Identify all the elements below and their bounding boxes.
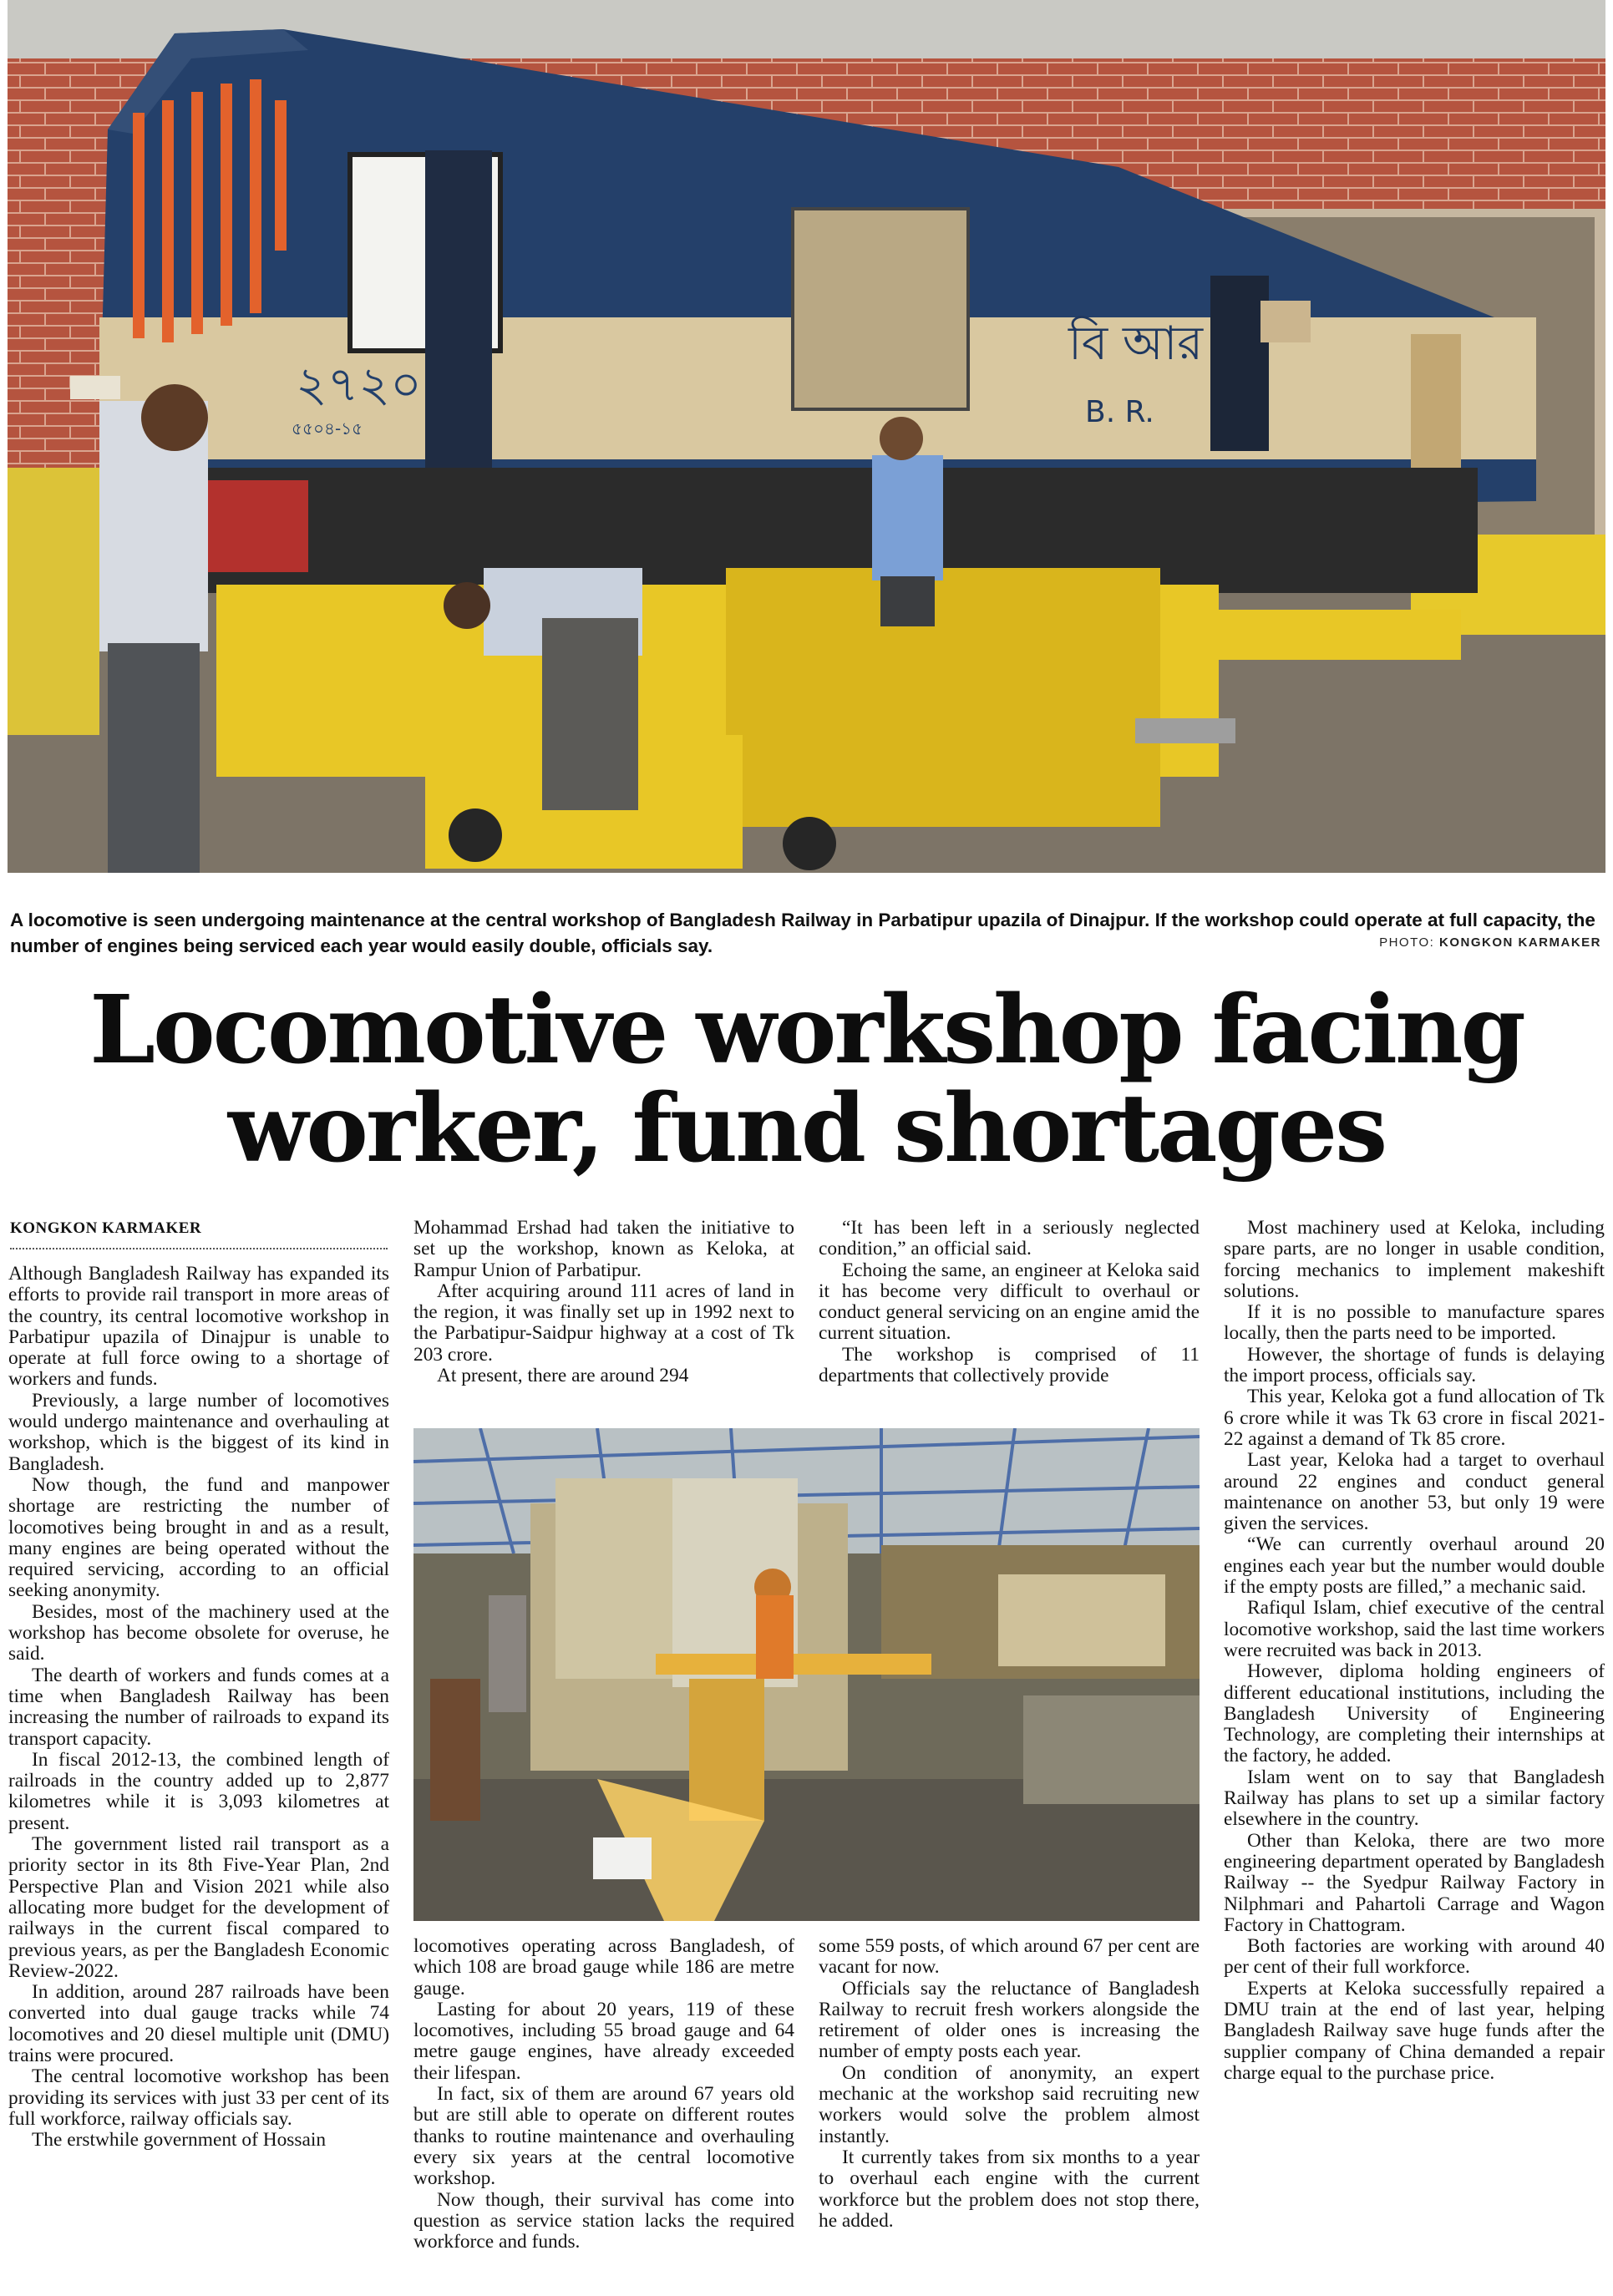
article-column-2-top <box>413 1218 794 1386</box>
workshop-interior-photo <box>413 1428 1200 1921</box>
paragraph: Most machinery used at Keloka, including spare parts, are no longer in usable condition, forcing mechanics to implement makeshift solutions. <box>1224 1217 1605 1302</box>
paragraph: “It has been left in a seriously neglected condition,” an official said. <box>819 1217 1200 1260</box>
paragraph: Experts at Keloka successfully repaired a DMU train at the end of last year, helping Bangladesh Railway save huge funds after the supplier company of China demanded a repair charge equal to the purchase price. <box>1224 1977 1605 2084</box>
paragraph: It currently takes from six months to a year to overhaul each engine with the current workforce but the problem does not stop there, he added. <box>819 2146 1200 2232</box>
byline: KONGKON KARMAKER <box>10 1219 388 1249</box>
paragraph: On condition of anonymity, an expert mechanic at the workshop said recruiting new workers would solve the problem almost instantly. <box>819 2061 1200 2147</box>
paragraph: However, the shortage of funds is delaying the import process, officials say. <box>1224 1343 1605 1387</box>
article-column-4 <box>1224 1218 1605 2084</box>
headline-line-2: worker, fund shortages <box>227 1074 1386 1183</box>
paragraph: Islam went on to say that Bangladesh Railway has plans to set up a similar factory elsewhere in the country. <box>1224 1766 1605 1831</box>
paragraph: Rafiqul Islam, chief executive of the central locomotive workshop, said the last time workers were recruited was back in 2013. <box>1224 1597 1605 1661</box>
paragraph: In addition, around 287 railroads have been converted into dual gauge tracks while 74 locomotives and 20 diesel multiple unit (DMU) trains were procured. <box>8 1981 389 2066</box>
br-logo-bengali: বি আর <box>1068 317 1204 371</box>
paragraph: “We can currently overhaul around 20 engines each year but the number would double if the empty posts are filled,” a mechanic said. <box>1224 1533 1605 1599</box>
paragraph: some 559 posts, of which around 67 per cent are vacant for now. <box>819 1935 1200 1979</box>
paragraph: The central locomotive workshop has been providing its services with just 33 per cent of its full workforce, railway officials say. <box>8 2065 389 2130</box>
paragraph: Both factories are working with around 40 per cent of their full workforce. <box>1224 1935 1605 1979</box>
paragraph: In fact, six of them are around 67 years old but are still able to operate on different routes thanks to routine maintenance and overhauling every six years at the central locomotive workshop. <box>413 2083 794 2190</box>
paragraph: The government listed rail transport as a priority sector in its 8th Five-Year Plan, 2nd Perspective Plan and Vision 2021 while also allocating more budget for the development of railways in the current fiscal compared to previous years, as per the Bangladesh Economic Review-2022. <box>8 1833 389 1982</box>
article-column-3-top <box>819 1218 1200 1386</box>
loco-code: ৫৫০৪-১৫ <box>292 418 363 438</box>
article-column-3-bottom <box>819 1936 1200 2232</box>
top-photo <box>8 0 1605 873</box>
paragraph: The dearth of workers and funds comes at a time when Bangladesh Railway has been increasing the number of railroads to expand its transport capacity. <box>8 1664 389 1750</box>
paragraph: The workshop is comprised of 11 departments that collectively provide <box>819 1343 1200 1387</box>
paragraph: locomotives operating across Bangladesh, of which 108 are broad gauge while 186 are metre gauge. <box>413 1935 794 1999</box>
paragraph: Lasting for about 20 years, 119 of these locomotives, including 55 broad gauge and 64 metre gauge engines, have already exceeded their lifespan. <box>413 1998 794 2084</box>
paragraph: In fiscal 2012-13, the combined length of railroads in the country added up to 2,877 kilometres while it is 3,093 kilometres at present. <box>8 1748 389 1834</box>
paragraph: Mohammad Ershad had taken the initiative to set up the workshop, known as Keloka, at Rampur Union of Parbatipur. <box>413 1217 794 1281</box>
paragraph: If it is no possible to manufacture spares locally, then the parts need to be imported. <box>1224 1301 1605 1345</box>
paragraph: After acquiring around 111 acres of land in the region, it was finally set up in 1992 next to the Parbatipur-Saidpur highway at a cost of Tk 203 crore. <box>413 1280 794 1366</box>
article-column-1 <box>8 1264 389 2151</box>
paragraph: Previously, a large number of locomotives would undergo maintenance and overhauling at workshop, which is the biggest of its kind in Bangladesh. <box>8 1389 389 1475</box>
paragraph: This year, Keloka got a fund allocation of Tk 6 crore while it was Tk 63 crore in fiscal 2021-22 against a demand of Tk 85 crore. <box>1224 1386 1605 1450</box>
paragraph: Although Bangladesh Railway has expanded its efforts to provide rail transport in more areas of the country, its central locomotive workshop in Parbatipur upazila of Dinajpur is unable to operate at full force owing to a shortage of workers and funds. <box>8 1263 389 1391</box>
photo-credit <box>1379 935 1601 950</box>
paragraph: At present, there are around 294 <box>437 1365 689 1387</box>
paragraph: Now though, their survival has come into question as service station lacks the required workforce and funds. <box>413 2188 794 2253</box>
workshop-photo <box>413 1428 1200 1921</box>
paragraph: Other than Keloka, there are two more engineering department operated by Bangladesh Railway -- the Syedpur Railway Factory in Nilphmari and Pahartoli Carrage and Wagon Factory in Chattogram. <box>1224 1829 1605 1936</box>
loco-number: ২৭২০ <box>296 356 422 413</box>
article-column-2-bottom <box>413 1936 794 2253</box>
paragraph: Now though, the fund and manpower shortage are restricting the number of locomotives being brought in and as a result, many engines are being operated without the required servicing, according to an official seeking anonymity. <box>8 1473 389 1602</box>
photo-credit-label: PHOTO: <box>1379 935 1435 950</box>
locomotive-photo <box>8 0 1605 873</box>
photo-credit-name: KONGKON KARMAKER <box>1439 935 1601 950</box>
paragraph: Officials say the reluctance of Bangladesh Railway to recruit fresh workers alongside the retirement of older ones is increasing the number of empty posts each year. <box>819 1977 1200 2063</box>
headline <box>0 976 1613 1183</box>
paragraph: Echoing the same, an engineer at Keloka said it has become very difficult to overhaul or conduct general servicing on an engine amid the current situation. <box>819 1259 1200 1345</box>
headline-line-1: Locomotive workshop facing <box>89 976 1524 1085</box>
paragraph: Last year, Keloka had a target to overhaul around 22 engines and conduct general maintenance on another 53, but only 19 were given the services. <box>1224 1449 1605 1535</box>
paragraph: The erstwhile government of Hossain <box>32 2129 327 2152</box>
paragraph: However, diploma holding engineers of different educational institutions, including the Bangladesh University of Engineering Technology, are completing their internships at the factory, he added. <box>1224 1660 1605 1767</box>
br-logo-english: B. R. <box>1085 395 1154 429</box>
photo-caption: A locomotive is seen undergoing maintenance at the central workshop of Bangladesh Railway in Parbatipur upazila of Dinajpur. If the workshop could operate at full capacity, the number of engines being serviced each year would easily double, officials say. <box>10 910 1595 956</box>
paragraph: Besides, most of the machinery used at the workshop has become obsolete for overuse, he said. <box>8 1600 389 1665</box>
